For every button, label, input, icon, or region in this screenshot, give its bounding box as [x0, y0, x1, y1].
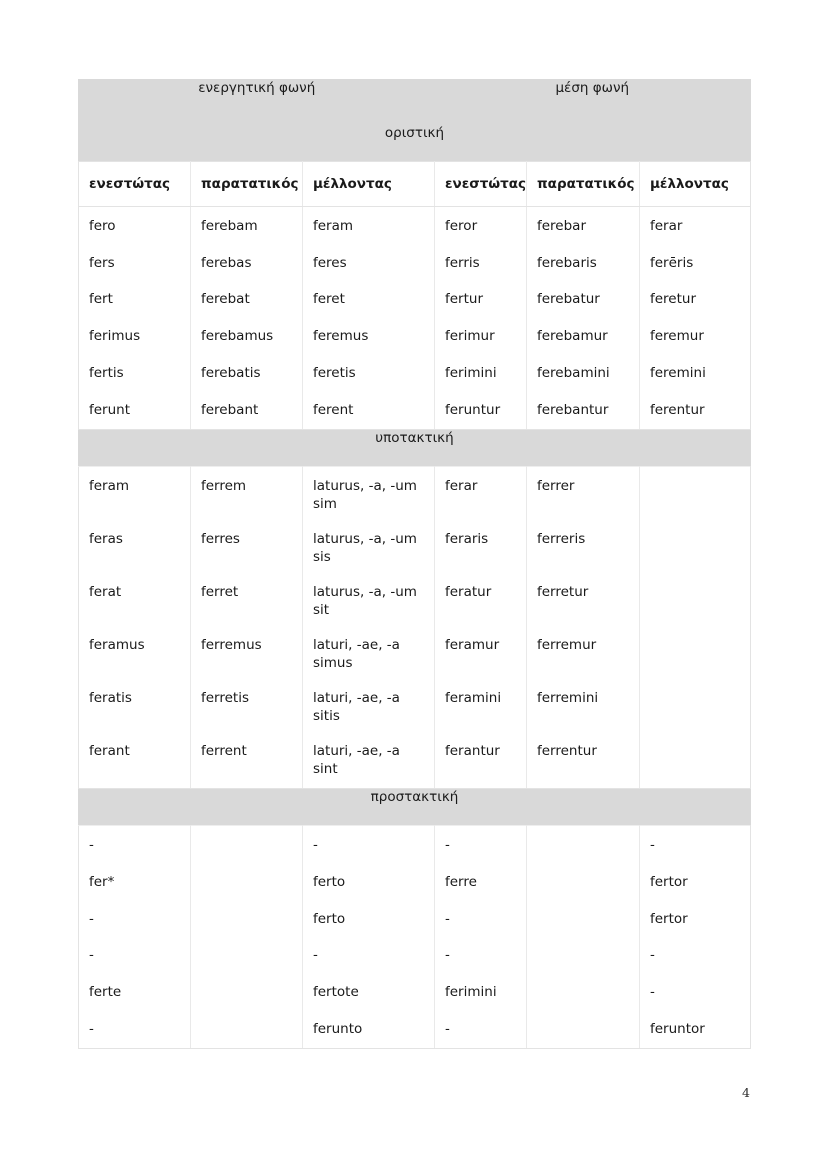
mood-header-row-imperative	[79, 789, 751, 826]
mood-header-row-indicative	[79, 125, 751, 162]
mood-label-subjunctive: υποτακτική	[79, 429, 751, 466]
cell-indicative-present-active	[79, 207, 191, 430]
column-header-row	[79, 162, 751, 207]
form-list: fero fers fert ferimus fertis ferunt	[89, 218, 141, 418]
subjunctive-body-row	[79, 466, 751, 789]
form-list: ferar ferēris feretur feremur feremini ferentur	[650, 218, 706, 418]
cell-imperative-present-active	[79, 826, 191, 1049]
cell-imperative-imperfect-middle-empty	[527, 826, 640, 1049]
voice-header-middle: μέση φωνή	[435, 80, 751, 125]
form-list: ferebar ferebaris ferebatur ferebamur ferebamini ferebantur	[537, 218, 610, 418]
form-list: - fertor fertor - - feruntor	[650, 837, 705, 1037]
conjugation-table	[78, 79, 751, 1049]
column-header-imperfect-middle: παρατατικός	[527, 162, 640, 207]
imperative-body-row	[79, 826, 751, 1049]
mood-label-indicative: οριστική	[79, 125, 751, 162]
cell-indicative-future-middle	[640, 207, 751, 430]
cell-indicative-future-active	[303, 207, 435, 430]
form-list	[650, 477, 740, 779]
cell-imperative-present-middle	[435, 826, 527, 1049]
indicative-body-row	[79, 207, 751, 430]
column-header-future-active: μέλλοντας	[303, 162, 435, 207]
form-list: ferrer ferreris ferretur ferremur ferremini ferrentur	[537, 477, 599, 759]
form-list: - ferre - - ferimini -	[445, 837, 497, 1037]
form-list: - fer* - - ferte -	[89, 837, 122, 1037]
mood-header-row-subjunctive	[79, 429, 751, 466]
cell-subjunctive-imperfect-middle	[527, 466, 640, 789]
form-list: feror ferris fertur ferimur ferimini feruntur	[445, 218, 501, 418]
voice-header-active: ενεργητική φωνή	[79, 80, 435, 125]
cell-indicative-imperfect-active	[191, 207, 303, 430]
cell-subjunctive-imperfect-active	[191, 466, 303, 789]
column-header-imperfect-active: παρατατικός	[191, 162, 303, 207]
form-list: - ferto ferto - fertote ferunto	[313, 837, 363, 1037]
cell-subjunctive-future-active	[303, 466, 435, 789]
form-list: ferebam ferebas ferebat ferebamus ferebatis ferebant	[201, 218, 274, 418]
form-list: feram feras ferat feramus feratis ferant	[89, 477, 145, 759]
column-header-present-middle: ενεστώτας	[435, 162, 527, 207]
form-list: laturus, -a, -um sim laturus, -a, -um sis laturus, -a, -um sit laturi, -ae, -a simus laturi, -ae, -a sitis laturi, -ae, -a sint	[313, 477, 417, 778]
voice-header-row	[79, 80, 751, 125]
cell-subjunctive-present-active	[79, 466, 191, 789]
form-list: feram feres feret feremus feretis ferent	[313, 218, 369, 418]
page-number: 4	[742, 1085, 750, 1100]
cell-indicative-imperfect-middle	[527, 207, 640, 430]
cell-imperative-future-middle	[640, 826, 751, 1049]
form-list: ferrem ferres ferret ferremus ferretis ferrent	[201, 477, 262, 759]
column-header-future-middle: μέλλοντας	[640, 162, 751, 207]
cell-indicative-present-middle	[435, 207, 527, 430]
cell-subjunctive-future-middle-empty	[640, 466, 751, 789]
column-header-present-active: ενεστώτας	[79, 162, 191, 207]
cell-imperative-imperfect-active-empty	[191, 826, 303, 1049]
form-list: ferar feraris feratur feramur feramini ferantur	[445, 477, 502, 759]
cell-subjunctive-present-middle	[435, 466, 527, 789]
mood-label-imperative: προστακτική	[79, 789, 751, 826]
cell-imperative-future-active	[303, 826, 435, 1049]
